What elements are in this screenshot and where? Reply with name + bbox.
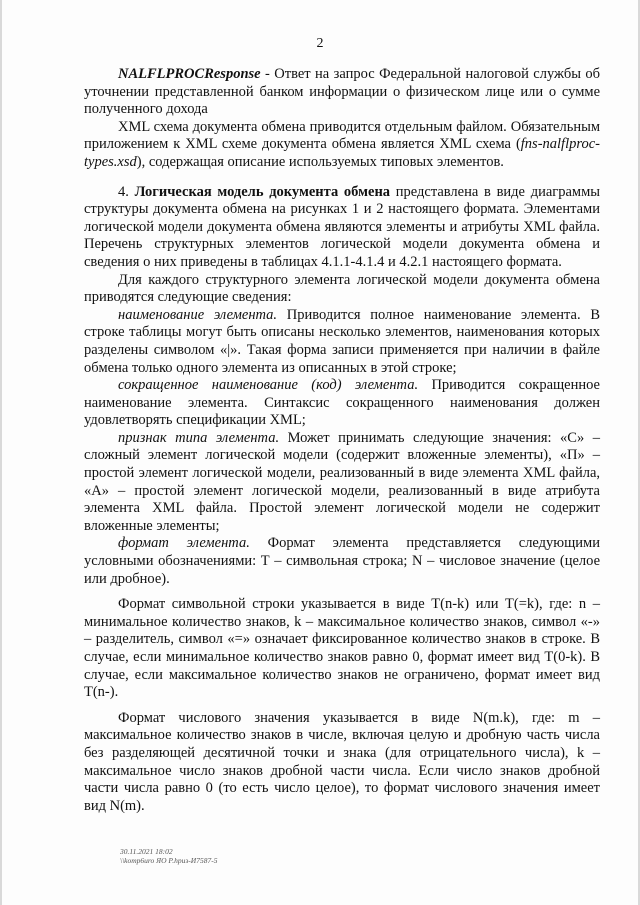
document-body bbox=[84, 66, 600, 815]
number-format-text: Формат числового значения указывается в виде N(m.k), где: m – максимальное количество знаков в числе, включая целую и дробную часть числа без разделяющей десятичной точки и знака (для отрицательного числа), k – максимальное число знаков дробной части числа. Если число знаков дробной части числа равно 0 (то есть число целое), то формат числового значения имеет вид N(m). bbox=[84, 709, 600, 814]
schema-file-name: fns-nalflproc-types.xsd bbox=[84, 136, 600, 170]
element-name-text: Приводится полное наименование элемента. В строке таблицы могут быть описаны несколько элементов, наименования которых разделены символом «|». Такая форма записи применяется при наличии в файле обмена только одного элемента из описанных в этой строке; bbox=[84, 306, 600, 376]
element-info-intro-text: Для каждого структурного элемента логической модели документа обмена приводятся следующие сведения: bbox=[84, 271, 600, 306]
page-number: 2 bbox=[316, 36, 324, 51]
element-type-text: Может принимать следующие значения: «С» – сложный элемент логической модели (содержит вложенные элементы), «П» – простой элемент логической модели, реализованный в виде элемента XML файла, «А» – простой элемент логической модели, реализованный в виде атрибута элемента XML файла. Простой элемент логической модели не содержит вложенные элементы; bbox=[84, 429, 600, 534]
paragraph-response-definition bbox=[84, 66, 600, 119]
paragraph-element-code bbox=[84, 377, 600, 430]
paragraph-string-format bbox=[84, 596, 600, 702]
term-nalflprocresponse: NALFLPROCResponse bbox=[118, 66, 261, 82]
term-element-type: признак типа элемента. bbox=[118, 429, 280, 446]
paragraph-element-type bbox=[84, 430, 600, 536]
section-heading: Логическая модель документа обмена bbox=[134, 183, 391, 200]
xml-schema-text-a: XML схема документа обмена приводится отдельным файлом. Обязательным приложением к XML схеме документа обмена является XML схема ( bbox=[84, 118, 600, 153]
logical-model-text: представлена в виде диаграммы структуры документа обмена на рисунках 1 и 2 настоящего формата. Элементами логической модели документа обмена являются элементы и атрибуты XML файла. Перечень структурных элементов логической модели документа обмена и сведения о них приведены в таблицах 4.1.1-4.1.4 и 4.2.1 настоящего формата. bbox=[84, 183, 600, 270]
paragraph-element-info-intro bbox=[84, 272, 600, 307]
term-element-name: наименование элемента. bbox=[118, 306, 278, 323]
footer-path: \\komp6uro ЯО Р.hpuз-И7587-5 bbox=[120, 856, 218, 865]
paragraph-element-format bbox=[84, 535, 600, 588]
paragraph-logical-model bbox=[84, 184, 600, 272]
paragraph-number-format bbox=[84, 710, 600, 816]
xml-schema-text-b: ), содержащая описание используемых типовых элементов. bbox=[136, 153, 504, 170]
section-number: 4. bbox=[118, 183, 135, 200]
paragraph-element-name bbox=[84, 307, 600, 377]
term-element-code: сокращенное наименование (код) элемента. bbox=[118, 377, 419, 394]
response-definition-text: - Ответ на запрос Федеральной налоговой службы об уточнении представленной банком информации о физическом лице или о сумме полученного дохода bbox=[84, 66, 600, 118]
footer-timestamp: 30.11.2021 18:02 bbox=[120, 847, 173, 856]
element-format-text: Формат элемента представляется следующими условными обозначениями: Т – символьная строка; N – числовое значение (целое или дробное). bbox=[84, 535, 600, 587]
footer-stamp bbox=[120, 847, 217, 865]
term-element-format: формат элемента. bbox=[118, 535, 250, 552]
element-code-text: Приводится сокращенное наименование элемента. Синтаксис сокращенного наименования должен удовлетворять спецификации XML; bbox=[84, 377, 600, 429]
string-format-text: Формат символьной строки указывается в виде Т(n-k) или Т(=k), где: n – минимальное количество знаков, k – максимальное количество знаков, символ «-» – разделитель, символ «=» означает фиксированное количество знаков в строке. В случае, если минимальное количество знаков равно 0, формат имеет вид Т(0-k). В случае, если максимальное количество знаков не ограничено, формат имеет вид Т(n-). bbox=[84, 596, 600, 701]
paragraph-xml-schema bbox=[84, 119, 600, 172]
